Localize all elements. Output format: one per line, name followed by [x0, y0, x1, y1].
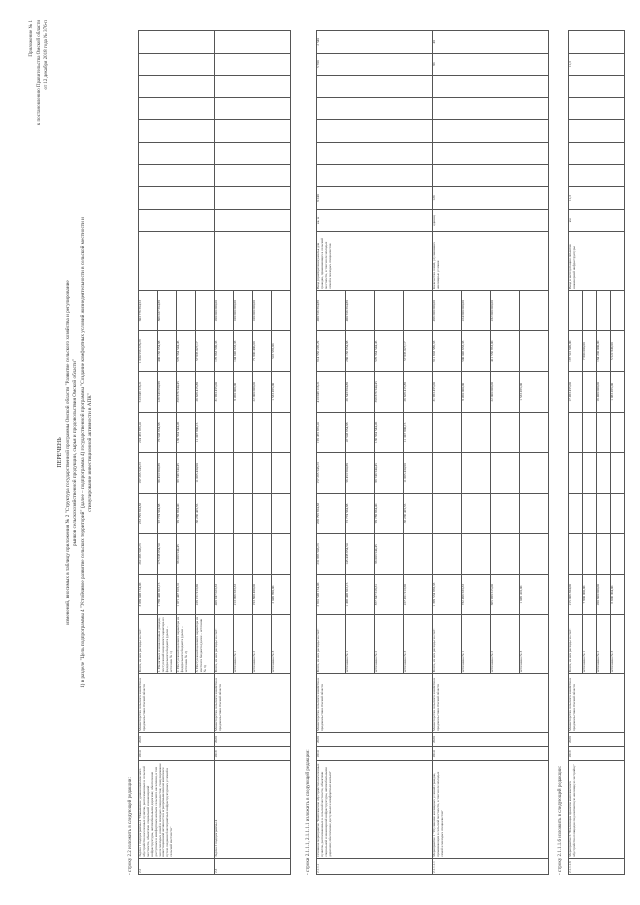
- appendix-line-2: к постановлению Правительства Омской области: [36, 20, 42, 126]
- amount-cell: [520, 493, 549, 534]
- row-number: 2.1.1.1: [317, 858, 433, 874]
- indicator-unit: кв. м: [317, 209, 433, 231]
- amount-cell: 280 156 654,88: [346, 331, 375, 372]
- amount-cell: [569, 493, 583, 534]
- amount-cell: [611, 412, 625, 453]
- row-year-end: 2020: [433, 733, 549, 747]
- row-executor: Министерство сельского хозяйства и продовольствия Омской области: [433, 674, 549, 733]
- row-description: Задача 1 подпрограммы 4 "Повышение уровня комплексного обустройства населенных пунктов, расположенных в сельской местности, объектами социальной и инженерной инфраструктуры, автомобильными дорогами; обеспечение доступным и комфортным жильем сельского населения, в том числе молодых семей и молодых специалистов; стимулирование инвестиционной активности в агропромышленном комплексе путем создания благоприятных инфраструктурных условий в сельской местности": [139, 761, 215, 858]
- amount-cell: 1 533 455,00: [272, 372, 291, 413]
- amount-cell: 1 533 455,00: [520, 372, 549, 413]
- empty-cell: [139, 75, 215, 97]
- amount-cell: [597, 534, 611, 575]
- row-year-start: 2019: [215, 747, 291, 761]
- empty-cell: [215, 232, 291, 291]
- indicator-name: Ввод в эксплуатацию объектов инженерной инфраструктуры: [569, 232, 625, 291]
- indicator-value: [317, 142, 433, 164]
- amount-cell: [611, 493, 625, 534]
- funding-source: источника № 1: [462, 615, 491, 674]
- amount-cell: 136 564 544,45: [375, 412, 404, 453]
- funding-source: Всего, из них расходы за счет:: [139, 615, 158, 674]
- amount-cell: 456 000 000,00: [433, 290, 462, 331]
- amount-cell: [196, 534, 215, 575]
- amount-cell: 26 629 415,88: [196, 372, 215, 413]
- amount-cell: 1 399 534 658,33: [433, 574, 462, 615]
- amount-cell: 47 543 654,88: [346, 412, 375, 453]
- amount-cell: [569, 412, 583, 453]
- amount-cell: 1 083 455,00: [611, 372, 625, 413]
- amount-cell: 1 496 448 622,15: [346, 574, 375, 615]
- table2-table: [316, 30, 549, 875]
- amount-cell: 6 606 304,00: [611, 574, 625, 615]
- amount-cell: [583, 372, 597, 413]
- amount-cell: 86 453 564,88: [158, 453, 177, 494]
- amount-cell: 233 799 654,83: [139, 493, 158, 534]
- amount-cell: [462, 453, 491, 494]
- funding-source: источника № 2: [491, 615, 520, 674]
- amount-cell: 1 034 556 226,29: [139, 331, 158, 372]
- amount-cell: 11 065 434,90: [404, 453, 433, 494]
- amount-cell: [491, 493, 520, 534]
- empty-cell: [139, 53, 215, 75]
- amount-cell: 516 535,00: [272, 331, 291, 372]
- amount-cell: 232 000 000,00: [491, 290, 520, 331]
- indicator-value: [569, 98, 625, 120]
- amount-cell: [215, 453, 234, 494]
- row-year-start: 2014: [317, 747, 433, 761]
- amount-cell: [215, 534, 234, 575]
- row-description: Мероприятие 6 "Реализация проектов комплексного обустройства площадок под компактную жилищную застройку": [569, 761, 625, 858]
- funding-source: Всего, из них расходы за счет:: [433, 615, 462, 674]
- funding-source: источника № 2: [253, 615, 272, 674]
- empty-cell: [215, 142, 291, 164]
- amount-cell: [404, 534, 433, 575]
- amount-cell: [583, 453, 597, 494]
- amount-cell: 213 096 633,33: [234, 574, 253, 615]
- amount-cell: 184 200 000,00: [597, 331, 611, 372]
- amount-cell: 76 543 654,88: [158, 412, 177, 453]
- empty-cell: [215, 209, 291, 231]
- indicator-value: [433, 142, 549, 164]
- title-line-2: рынков сельскохозяйственной продукции, сырья и продовольствия Омской области": [72, 359, 79, 546]
- amount-cell: 480 556 654,88: [346, 290, 375, 331]
- amount-cell: 224 000 000,00: [462, 290, 491, 331]
- indicator-unit: единиц: [433, 209, 549, 231]
- amount-cell: 193 800 400,00: [253, 574, 272, 615]
- amount-cell: 262 365 543,23: [139, 534, 158, 575]
- amount-cell: [569, 290, 583, 331]
- indicator-value: 2 540: [317, 31, 433, 54]
- amount-cell: [253, 453, 272, 494]
- funding-source: источника № 3: [611, 615, 625, 674]
- amount-cell: 71 800 400,00: [253, 331, 272, 372]
- amount-cell: 136 564 544,45: [177, 412, 196, 453]
- amount-cell: 16 400 000,00: [597, 372, 611, 413]
- amount-cell: 227 451 913,60: [404, 574, 433, 615]
- indicator-name: Количество семей, улучшивших жилищные условия: [433, 232, 549, 291]
- amount-cell: [177, 290, 196, 331]
- title-heading: ПЕРЕЧЕНЬ: [57, 437, 63, 468]
- funding-source: источника № 3: [404, 615, 433, 674]
- amount-cell: 208 799 654,83: [317, 493, 346, 534]
- empty-cell: [215, 31, 291, 54]
- row-year-start: 2014: [139, 747, 215, 761]
- amount-cell: 26 629 415,88: [404, 372, 433, 413]
- row-year-end: 2020: [569, 733, 625, 747]
- amount-cell: 36 236 425,55: [404, 493, 433, 534]
- indicator-value: 40: [433, 31, 549, 54]
- amount-cell: 31 983 455,00: [433, 372, 462, 413]
- amount-cell: 215 006 304,00: [569, 574, 583, 615]
- indicator-value: [569, 31, 625, 54]
- appendix-line-1: Приложение № 1: [29, 20, 34, 57]
- indicator-value: 11,3: [569, 53, 625, 75]
- amount-cell: 1 049 410,00: [520, 574, 549, 615]
- amount-cell: 877 647 618,31: [375, 574, 404, 615]
- row-year-end: 2020: [215, 733, 291, 747]
- amount-cell: [491, 412, 520, 453]
- amount-cell: [272, 412, 291, 453]
- amount-cell: 26 543 654,88: [346, 372, 375, 413]
- amount-cell: 665 988 615,00: [491, 574, 520, 615]
- table-row: [433, 31, 462, 875]
- amount-cell: 359 876 544,45: [375, 372, 404, 413]
- row-description: Мероприятие 1 "Улучшение жилищных условий граждан, проживающих в сельской местности, в том числе молодых семей и молодых специалистов": [433, 761, 549, 858]
- amount-cell: [272, 290, 291, 331]
- amount-cell: 100 000 000,00: [234, 290, 253, 331]
- row-year-start: 2019: [569, 747, 625, 761]
- empty-cell: [139, 31, 215, 54]
- amount-cell: [520, 453, 549, 494]
- amount-cell: 104 646 633,33: [234, 331, 253, 372]
- amount-cell: [491, 453, 520, 494]
- table-row: [139, 31, 158, 875]
- amount-cell: [196, 290, 215, 331]
- indicator-value: [569, 165, 625, 187]
- amount-cell: 806 037 654,88: [158, 290, 177, 331]
- empty-cell: [215, 165, 291, 187]
- indicator-value: [433, 98, 549, 120]
- row-executor: Министерство сельского хозяйства и продовольствия Омской области: [215, 674, 291, 733]
- amount-cell: 359 876 544,45: [177, 372, 196, 413]
- amount-cell: 11 347 900,15: [196, 412, 215, 453]
- funding-source: источника № 3: [520, 615, 549, 674]
- amount-cell: 175 938 654,54: [158, 534, 177, 575]
- row-executor: Министерство сельского хозяйства и продовольствия Омской области: [569, 674, 625, 733]
- amount-cell: [583, 290, 597, 331]
- funding-source: источника № 1: [234, 615, 253, 674]
- title-line-3: 1) в разделе "Цель подпрограммы 4 "Устойчивое развитие сельских территорий" (далее – подпрограмма 4) государственной программы "Создание комфортных условий жизнедеятельности в сельской местности и: [79, 217, 86, 688]
- amount-cell: [433, 453, 462, 494]
- amount-cell: 911 603 586,33: [433, 331, 462, 372]
- funding-source: источника № 1: [583, 615, 597, 674]
- amount-cell: 576 564 544,45: [177, 331, 196, 372]
- amount-cell: [462, 412, 491, 453]
- amount-cell: 8 450 000,00: [462, 372, 491, 413]
- indicator-value: 11,3: [569, 187, 625, 209]
- empty-cell: [139, 120, 215, 142]
- amount-cell: 176 963 568,33: [215, 331, 234, 372]
- amount-cell: [234, 534, 253, 575]
- empty-cell: [215, 187, 291, 209]
- amount-cell: [611, 453, 625, 494]
- amount-cell: 2 601 548 154,06: [317, 574, 346, 615]
- table-row: [317, 31, 346, 875]
- indicator-value: 120: [433, 187, 549, 209]
- amount-cell: 157 265 543,23: [317, 453, 346, 494]
- funding-source: Всего, из них расходы за счет:: [569, 615, 583, 674]
- row-year-start: 2014: [433, 747, 549, 761]
- amount-cell: 57 835 027,17: [404, 331, 433, 372]
- amount-cell: 2 049 990,00: [272, 574, 291, 615]
- indicator-value: [317, 98, 433, 120]
- title-line-1: изменений, вносимых в таблицу приложения № 2 "Структура государственной программы Омской области "Развитие сельского хозяйства и регулирование: [64, 280, 71, 625]
- funding-source: источника № 2: [375, 615, 404, 674]
- funding-source: источника № 3: [272, 615, 291, 674]
- amount-cell: 1 071 447 618,31: [177, 574, 196, 615]
- amount-cell: 99 788 664,40: [177, 493, 196, 534]
- table1-table: [138, 30, 291, 875]
- appendix-header: [28, 20, 51, 200]
- indicator-value: 8 240: [317, 187, 433, 209]
- indicator-value: [569, 142, 625, 164]
- table-row: [569, 31, 583, 875]
- indicator-value: [433, 120, 549, 142]
- row-year-end: 2020: [139, 733, 215, 747]
- row-description: Основное мероприятие "Комплексное обустройство населенных пунктов, расположенных в сельской местности, объектами социальной и инженерной инфраструктуры, автомобильными дорогами; обеспечение доступным и комфортным жильем": [317, 761, 433, 858]
- amount-cell: 200 000 000,00: [215, 290, 234, 331]
- amount-cell: 8 450 000,00: [234, 372, 253, 413]
- indicator-value: [569, 120, 625, 142]
- amount-cell: 732 496 633,33: [462, 574, 491, 615]
- amount-cell: 72 774 564,88: [346, 493, 375, 534]
- amount-cell: [583, 412, 597, 453]
- amount-cell: 195 455 655,41: [317, 412, 346, 453]
- amount-cell: 413 049 116,21: [317, 372, 346, 413]
- amount-cell: 400 156 654,88: [158, 331, 177, 372]
- row-executor: Министерство сельского хозяйства и продовольствия Омской области: [139, 674, 215, 733]
- funding-source: 2. Поступлений целевого характера из федерального бюджета (далее – источник № 2): [177, 615, 196, 674]
- indicator-value: 5 700: [317, 53, 433, 75]
- indicator-value: [317, 120, 433, 142]
- amount-cell: [433, 534, 462, 575]
- row-year-end: 2020: [317, 733, 433, 747]
- row-number: 2.3: [215, 858, 291, 874]
- amount-cell: 99 788 664,40: [375, 493, 404, 534]
- appendix-line-3: от 12 декабря 2018 года № 376-п: [44, 20, 49, 90]
- amount-cell: 3 069 048 154,06: [139, 574, 158, 615]
- indicator-value: [433, 75, 549, 97]
- indicator-value: 80: [433, 53, 549, 75]
- amount-cell: 36 236 425,55: [196, 493, 215, 534]
- amount-cell: 5 522 849,00: [611, 331, 625, 372]
- amount-cell: 11 065 434,90: [196, 453, 215, 494]
- indicator-value: [569, 75, 625, 97]
- amount-cell: 408 947 023,33: [215, 574, 234, 615]
- amount-cell: [433, 493, 462, 534]
- amount-cell: [520, 331, 549, 372]
- amount-cell: 11 347 900,15: [404, 412, 433, 453]
- amount-cell: [583, 493, 597, 534]
- amount-cell: [611, 534, 625, 575]
- amount-cell: 7 800 000,00: [583, 574, 597, 615]
- amount-cell: 914 556 226,29: [317, 331, 346, 372]
- amount-cell: [215, 412, 234, 453]
- table3-table: [568, 30, 625, 875]
- amount-cell: 100 000 000,00: [253, 290, 272, 331]
- amount-cell: [215, 493, 234, 534]
- amount-cell: [520, 412, 549, 453]
- row-number: 2.2: [139, 858, 215, 874]
- amount-cell: [253, 534, 272, 575]
- amount-cell: 1 769 448 622,15: [158, 574, 177, 615]
- amount-cell: [569, 534, 583, 575]
- amount-cell: [272, 534, 291, 575]
- amount-cell: [597, 290, 611, 331]
- amount-cell: 56 453 564,88: [346, 453, 375, 494]
- indicator-value: [317, 75, 433, 97]
- empty-cell: [139, 187, 215, 209]
- amount-cell: [520, 290, 549, 331]
- amount-cell: 603 776 654,53: [139, 290, 158, 331]
- amount-cell: [234, 412, 253, 453]
- amount-cell: 22 000 000,00: [491, 372, 520, 413]
- amount-cell: [272, 453, 291, 494]
- funding-source: 1. Налоговых и неналоговых доходов, поступлений нецелевого характера из федерального бюджета (далее – источник № 1): [158, 615, 177, 674]
- amount-cell: 89 746 544,45: [375, 453, 404, 494]
- amount-cell: [462, 493, 491, 534]
- amount-cell: [491, 534, 520, 575]
- amount-cell: 228 151 913,60: [196, 574, 215, 615]
- amount-cell: [404, 290, 433, 331]
- amount-cell: 513 049 116,21: [139, 372, 158, 413]
- amount-cell: [234, 493, 253, 534]
- amount-cell: [375, 290, 404, 331]
- row-number: 2.1.1.1.6: [569, 858, 625, 874]
- row-executor: Министерство сельского хозяйства и продовольствия Омской области: [317, 674, 433, 733]
- amount-cell: 89 746 544,45: [177, 453, 196, 494]
- amount-cell: 31 983 455,00: [215, 372, 234, 413]
- indicator-value: [433, 165, 549, 187]
- empty-cell: [139, 209, 215, 231]
- amount-cell: [462, 534, 491, 575]
- empty-cell: [215, 75, 291, 97]
- amount-cell: [597, 493, 611, 534]
- amount-cell: [234, 453, 253, 494]
- indicator-unit: км: [569, 209, 625, 231]
- funding-source: Всего, из них расходы за счет:: [317, 615, 346, 674]
- amount-cell: 187 265 543,23: [139, 453, 158, 494]
- amount-cell: 480 556 654,88: [317, 290, 346, 331]
- amount-cell: 224 455 655,41: [139, 412, 158, 453]
- note-row-2-1-1-1-6: - строку 2.1.1.1.6 изложить в следующей редакции:: [558, 765, 563, 875]
- empty-cell: [139, 98, 215, 120]
- amount-cell: 86 003 544,45: [375, 534, 404, 575]
- amount-cell: 200 600 000,00: [597, 574, 611, 615]
- note-row-2-2: - строку 2.2 изложить в следующей редакции:: [128, 777, 133, 875]
- funding-source: 3. Поступлений целевого характера из местного бюджета (далее – источник № 3): [196, 615, 215, 674]
- empty-cell: [215, 98, 291, 120]
- indicator-name: Ввод (приобретение) жилья для граждан, проживающих в сельской местности, в том числе молодых семей и молодых специалистов: [317, 232, 433, 291]
- amount-cell: 17 483 455,00: [569, 372, 583, 413]
- amount-cell: 500 046 633,33: [462, 331, 491, 372]
- table-row: [215, 31, 234, 875]
- empty-cell: [139, 232, 215, 291]
- amount-cell: [253, 493, 272, 534]
- amount-cell: 231 865 543,23: [317, 534, 346, 575]
- note-rows-2-1-1-1: - строки 2.1.1.1, 2.1.1.1.1 изложить в следующей редакции:: [306, 749, 311, 875]
- amount-cell: 197 522 849,00: [569, 331, 583, 372]
- row-description: Задача 2 подпрограммы 4: [215, 761, 291, 858]
- empty-cell: [139, 165, 215, 187]
- title-line-4: стимулирование инвестиционной активности в АПК": [87, 393, 94, 512]
- amount-cell: 22 000 000,00: [253, 372, 272, 413]
- amount-cell: [611, 290, 625, 331]
- amount-cell: [597, 453, 611, 494]
- funding-source: источника № 2: [597, 615, 611, 674]
- amount-cell: [272, 493, 291, 534]
- document-title: [56, 120, 95, 785]
- amount-cell: 86 003 544,45: [177, 534, 196, 575]
- amount-cell: 97 774 564,88: [158, 493, 177, 534]
- amount-cell: [520, 534, 549, 575]
- amount-cell: 576 564 544,45: [375, 331, 404, 372]
- amount-cell: 126 543 654,88: [158, 372, 177, 413]
- amount-cell: [597, 412, 611, 453]
- amount-cell: [583, 534, 597, 575]
- empty-cell: [139, 142, 215, 164]
- funding-source: Всего, из них расходы за счет:: [215, 615, 234, 674]
- amount-cell: [433, 412, 462, 453]
- row-number: 2.1.1.1.1: [433, 858, 549, 874]
- amount-cell: [569, 453, 583, 494]
- empty-cell: [215, 120, 291, 142]
- indicator-value: [317, 165, 433, 187]
- amount-cell: 411 556 953,00: [491, 331, 520, 372]
- amount-cell: 7 800 000,00: [583, 331, 597, 372]
- amount-cell: 57 835 027,17: [196, 331, 215, 372]
- empty-cell: [215, 53, 291, 75]
- amount-cell: [253, 412, 272, 453]
- funding-source: источника № 1: [346, 615, 375, 674]
- amount-cell: 145 438 654,54: [346, 534, 375, 575]
